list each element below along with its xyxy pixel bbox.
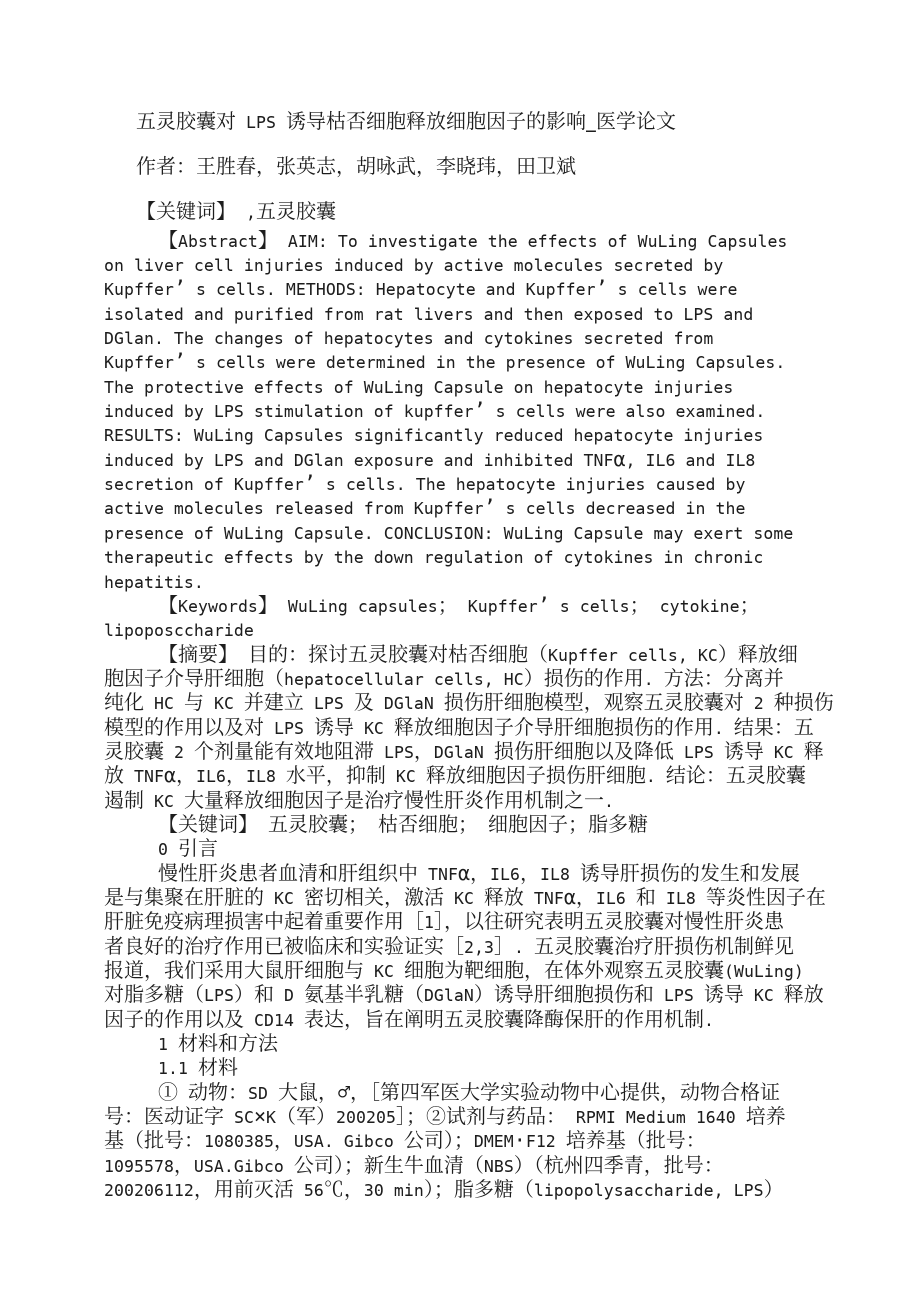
- text-line: therapeutic effects by the down regulation of cytokines in chronic: [104, 548, 764, 568]
- authors-line: 作者：王胜春，张英志，胡咏武，李晓玮，田卫斌: [136, 158, 576, 177]
- text-line: 肝脏免疫病理损害中起着重要作用［1］，以往研究表明五灵胶囊对慢性肝炎患: [104, 913, 784, 933]
- text-line: 者良好的治疗作用已被临床和实验证实［2,3］. 五灵胶囊治疗肝损伤机制鲜见: [104, 937, 794, 957]
- text-line: induced by LPS stimulation of kupffer’ s cells were also examined.: [104, 402, 766, 422]
- text-line: hepatitis.: [104, 572, 204, 592]
- text-line: 因子的作用以及 CD14 表达，旨在阐明五灵胶囊降酶保肝的作用机制.: [104, 1010, 714, 1030]
- text-line: secretion of Kupffer’ s cells. The hepatocyte injuries caused by: [104, 475, 746, 495]
- text-line: active molecules released from Kupffer’ s cells decreased in the: [104, 499, 746, 519]
- text-line: RESULTS: WuLing Capsules significantly reduced hepatocyte injuries: [104, 426, 764, 446]
- text-line: 模型的作用以及对 LPS 诱导 KC 释放细胞因子介导肝细胞损伤的作用. 结果：五: [104, 718, 814, 738]
- text-line: 【Abstract】 AIM: To investigate the effects of WuLing Capsules: [158, 231, 788, 251]
- text-line: 纯化 HC 与 KC 并建立 LPS 及 DGlaN 损伤肝细胞模型，观察五灵胶囊对 2 种损伤: [104, 694, 834, 714]
- text-line: 1.1 材料: [158, 1059, 238, 1079]
- text-line: 【摘要】 目的：探讨五灵胶囊对枯否细胞（Kupffer cells, KC）释放细: [158, 645, 798, 665]
- text-line: 1 材料和方法: [158, 1035, 278, 1055]
- text-line: 灵胶囊 2 个剂量能有效地阻滞 LPS，DGlaN 损伤肝细胞以及降低 LPS 诱导 KC 释: [104, 742, 824, 762]
- text-line: induced by LPS and DGlan exposure and inhibited TNFα, IL6 and IL8: [104, 450, 756, 470]
- page-title: 五灵胶囊对 LPS 诱导枯否细胞释放细胞因子的影响_医学论文: [136, 113, 676, 132]
- text-line: 0 引言: [158, 840, 218, 860]
- text-line: 号：医动证字 SC×K（军）200205］；②试剂与药品： RPMI Medium 1640 培养: [104, 1108, 786, 1128]
- text-line: The protective effects of WuLing Capsule on hepatocyte injuries: [104, 377, 734, 397]
- text-line: 【Keywords】 WuLing capsules； Kupffer’ s cells； cytokine；: [158, 596, 760, 616]
- text-line: 胞因子介导肝细胞（hepatocellular cells, HC）损伤的作用. 方法：分离并: [104, 669, 784, 689]
- text-line: 慢性肝炎患者血清和肝组织中 TNFα，IL6，IL8 诱导肝损伤的发生和发展: [158, 864, 800, 884]
- text-line: presence of WuLing Capsule. CONCLUSION: WuLing Capsule may exert some: [104, 523, 794, 543]
- text-line: DGlan. The changes of hepatocytes and cytokines secreted from: [104, 329, 714, 349]
- text-line: 是与集聚在肝脏的 KC 密切相关，激活 KC 释放 TNFα，IL6 和 IL8 等炎性因子在: [104, 888, 826, 908]
- keywords-header-line: 【关键词】 ,五灵胶囊: [136, 203, 336, 223]
- text-line: on liver cell injuries induced by active molecules secreted by: [104, 256, 724, 276]
- text-line: 遏制 KC 大量释放细胞因子是治疗慢性肝炎作用机制之一.: [104, 791, 614, 811]
- text-line: lipoposccharide: [104, 621, 254, 641]
- text-line: 放 TNFα，IL6，IL8 水平，抑制 KC 释放细胞因子损伤肝细胞. 结论：五灵胶囊: [104, 767, 806, 787]
- text-line: Kupffer’ s cells were determined in the presence of WuLing Capsules.: [104, 353, 786, 373]
- text-line: ① 动物：SD 大鼠，♂，［第四军医大学实验动物中心提供，动物合格证: [158, 1083, 781, 1103]
- text-line: 基（批号：1080385，USA. Gibco 公司）；DMEM·F12 培养基（批号：: [104, 1132, 706, 1152]
- text-line: 报道，我们采用大鼠肝细胞与 KC 细胞为靶细胞，在体外观察五灵胶囊(WuLing): [104, 962, 804, 981]
- document-body: [104, 230, 834, 1204]
- text-line: 200206112，用前灭活 56℃，30 min）；脂多糖（lipopolysaccharide, LPS）: [104, 1181, 784, 1201]
- text-line: 1095578，USA.Gibco 公司）；新生牛血清（NBS）（杭州四季青，批号：: [104, 1156, 724, 1176]
- text-line: 【关键词】 五灵胶囊； 枯否细胞； 细胞因子；脂多糖: [158, 815, 648, 835]
- text-line: isolated and purified from rat livers and then exposed to LPS and: [104, 304, 754, 324]
- text-line: Kupffer’ s cells. METHODS: Hepatocyte and Kupffer’ s cells were: [104, 280, 738, 300]
- text-line: 对脂多糖（LPS）和 D 氨基半乳糖（DGlaN）诱导肝细胞损伤和 LPS 诱导 KC 释放: [104, 986, 824, 1006]
